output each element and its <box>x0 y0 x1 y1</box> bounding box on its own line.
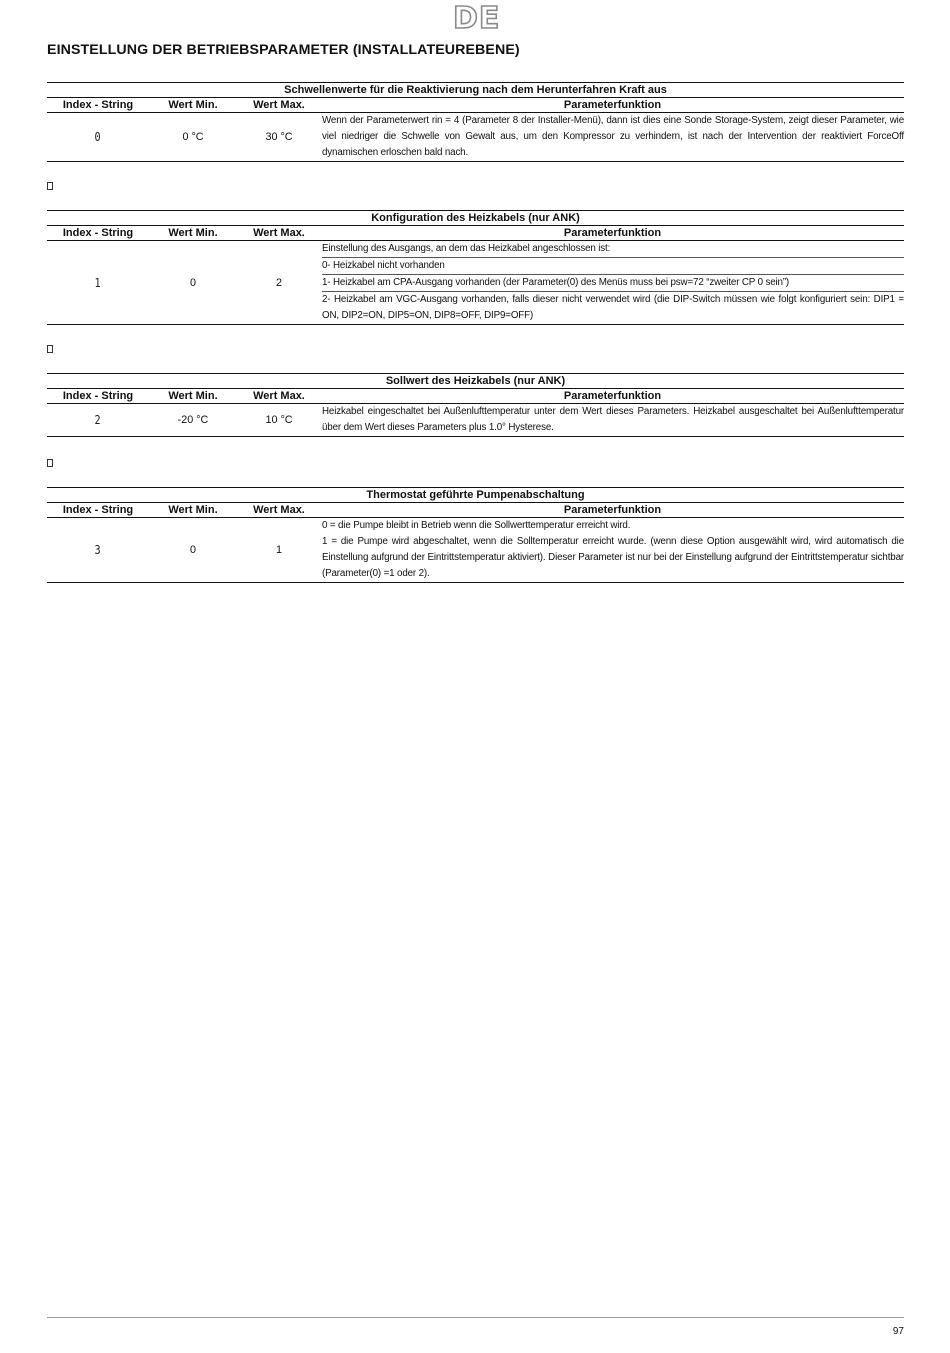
table-caption: Thermostat geführte Pumpenabschaltung <box>47 488 904 503</box>
max-value: 2 <box>275 276 282 289</box>
table-row <box>47 404 904 436</box>
description-line: 2- Heizkabel am VGC-Ausgang vorhanden, falls dieser nicht verwendet wird (die DIP-Switch müssen wie folgt konfiguriert sein: DIP1 = ON, DIP2=ON, DIP5=ON, DIP8=OFF, DIP9=OFF) <box>322 291 904 324</box>
index-cell <box>47 113 149 161</box>
index-string: 0 <box>94 130 102 144</box>
parameter-table-2 <box>47 373 904 437</box>
min-value: 0 <box>189 544 196 556</box>
page-title: EINSTELLUNG DER BETRIEBSPARAMETER (INSTALLATEUREBENE) <box>47 42 520 58</box>
index-string: 2 <box>94 413 102 427</box>
bullet-marker <box>47 345 53 353</box>
header-min: Wert Min. <box>168 504 218 516</box>
header-index: Index - String <box>62 227 134 239</box>
table-row <box>47 241 904 324</box>
table-header-row <box>47 389 904 404</box>
header-min: Wert Min. <box>168 227 218 239</box>
footer-divider <box>47 1317 904 1318</box>
description-line: Wenn der Parameterwert rin = 4 (Parameter 8 der Installer-Menü), dann ist dies eine Sonde Storage-System, zeigt dieser Parameter, wie viel niedriger die Schwelle von Gewalt aus, um den Kompressor zu verhindern, ist nach der Intervention der reaktiviert ForceOff dynamischen erloschen bald nach. <box>322 115 904 158</box>
header-index: Index - String <box>62 390 134 402</box>
min-value: 0 °C <box>182 131 204 143</box>
index-cell <box>47 241 149 324</box>
header-index: Index - String <box>62 504 134 516</box>
header-function: Parameterfunktion <box>563 390 662 402</box>
description-line: 0 = die Pumpe bleibt in Betrieb wenn die Sollwerttemperatur erreicht wird. <box>322 520 631 531</box>
function-description <box>322 113 904 161</box>
header-min: Wert Min. <box>168 99 218 111</box>
table-header-row <box>47 98 904 113</box>
header-function: Parameterfunktion <box>563 227 662 239</box>
header-min: Wert Min. <box>168 390 218 402</box>
max-value: 10 °C <box>265 414 293 426</box>
bullet-marker <box>47 182 53 190</box>
table-caption: Sollwert des Heizkabels (nur ANK) <box>47 374 904 389</box>
language-badge: DE <box>453 1 501 36</box>
max-value: 1 <box>275 544 282 556</box>
max-value: 30 °C <box>265 131 293 143</box>
parameter-table-1 <box>47 210 904 325</box>
index-string: 3 <box>94 543 102 557</box>
header-index: Index - String <box>62 99 134 111</box>
header-max: Wert Max. <box>253 99 305 111</box>
function-description <box>322 241 904 324</box>
table-caption: Schwellenwerte für die Reaktivierung nach dem Herunterfahren Kraft aus <box>47 83 904 98</box>
description-line: 1 = die Pumpe wird abgeschaltet, wenn die Solltemperatur erreicht wurde. (wenn diese Option ausgewählt wird, wird automatisch die Einstellung aufgrund der Eintrittstemperatur aktiviert). Dieser Parameter ist nur bei der Einstellung aufgrund der Eintrittstemperatur sichtbar (Parameter(0) =1 oder 2). <box>322 536 904 579</box>
parameter-table-3 <box>47 487 904 583</box>
table-row <box>47 518 904 582</box>
function-description <box>322 404 904 436</box>
table-header-row <box>47 226 904 241</box>
parameter-table-0 <box>47 82 904 162</box>
function-description <box>322 518 904 582</box>
bullet-marker <box>47 459 53 467</box>
min-value: 0 <box>189 276 196 289</box>
table-caption: Konfiguration des Heizkabels (nur ANK) <box>47 211 904 226</box>
description-line: 1- Heizkabel am CPA-Ausgang vorhanden (der Parameter(0) des Menüs muss bei psw=72 “zweiter CP 0 sein”) <box>322 274 904 291</box>
description-line: 0- Heizkabel nicht vorhanden <box>322 257 904 274</box>
header-max: Wert Max. <box>253 390 305 402</box>
page-number: 97 <box>892 1326 904 1337</box>
description-line: Einstellung des Ausgangs, an dem das Heizkabel angeschlossen ist: <box>322 243 611 254</box>
index-cell <box>47 518 149 582</box>
index-string: 1 <box>94 275 102 290</box>
header-function: Parameterfunktion <box>563 504 662 516</box>
header-max: Wert Max. <box>253 227 305 239</box>
table-header-row <box>47 503 904 518</box>
index-cell <box>47 404 149 436</box>
header-function: Parameterfunktion <box>563 99 662 111</box>
description-line: Heizkabel eingeschaltet bei Außenlufttemperatur unter dem Wert dieses Parameters. Heizkabel ausgeschaltet bei Außenlufttemperatur über dem Wert dieses Parameters plus 1.0° Hysterese. <box>322 406 904 433</box>
min-value: -20 °C <box>177 414 209 426</box>
header-max: Wert Max. <box>253 504 305 516</box>
table-row <box>47 113 904 161</box>
